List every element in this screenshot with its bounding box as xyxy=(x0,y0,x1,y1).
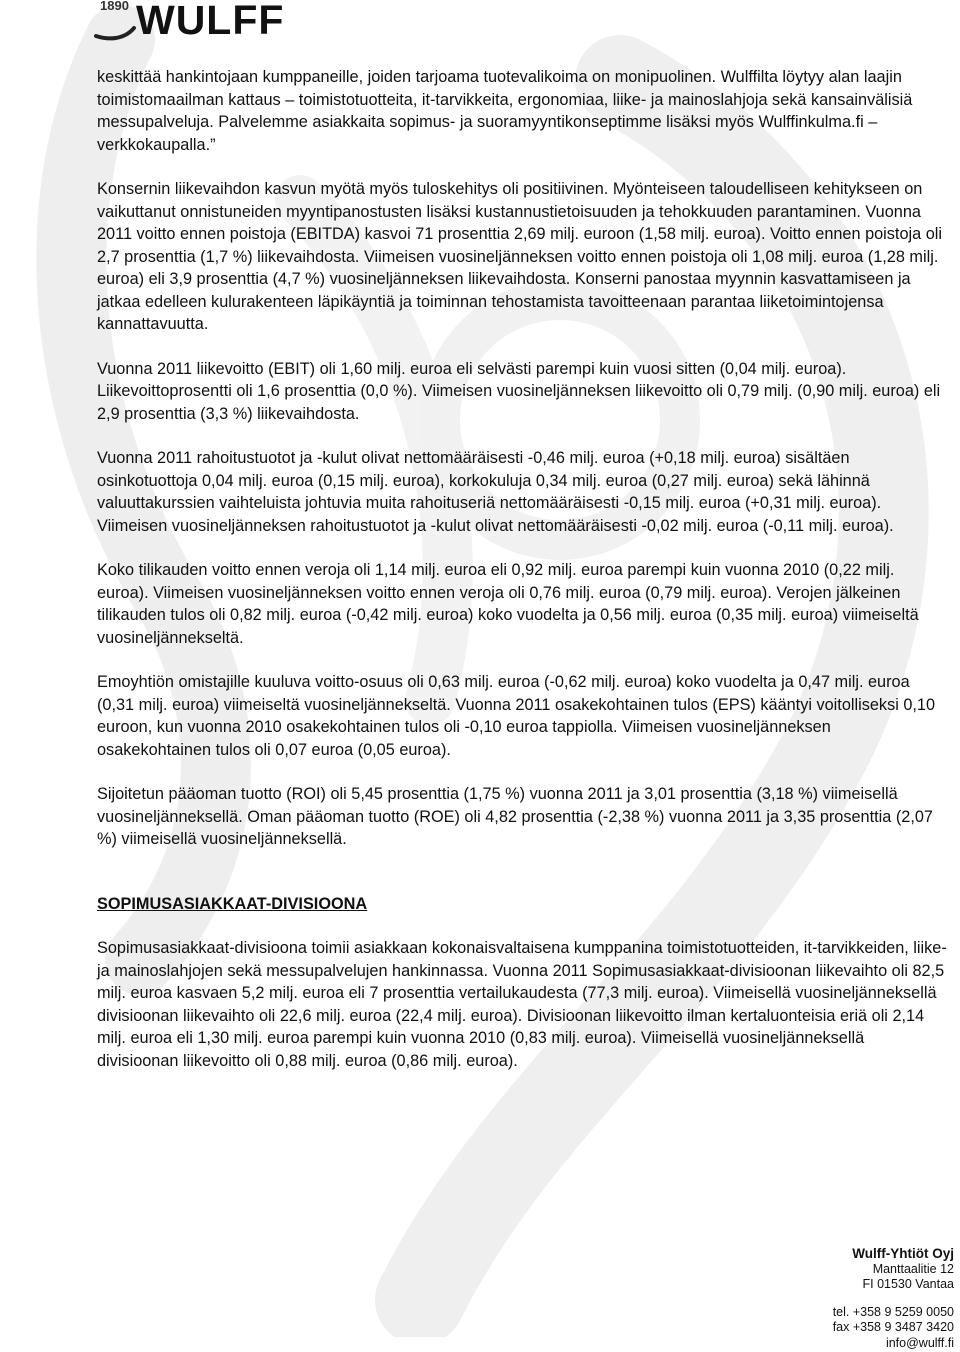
paragraph-eps: Emoyhtiön omistajille kuuluva voitto-osuus oli 0,63 milj. euroa (-0,62 milj. euroa) koko vuodelta ja 0,47 milj. euroa (0,31 milj. euroa) viimeiseltä vuosineljännekseltä. Vuonna 2011 osakekohtainen tulos (EPS) kääntyi voitolliseksi 0,10 euroon, kun vuonna 2010 osakekohtainen tulos oli -0,10 euroa tappiolla. Viimeisen vuosineljänneksen osakekohtainen tulos oli 0,07 euroa (0,05 euroa). xyxy=(97,673,936,759)
paragraph-ebitda: Konsernin liikevaihdon kasvun myötä myös tuloskehitys oli positiivinen. Myönteiseen taloudelliseen kehitykseen on vaikuttanut onnistuneiden myyntipanostusten lisäksi kustannustietoisuuden ja tehokkuuden parantaminen. Vuonna 2011 voitto ennen poistoja (EBITDA) kasvoi 71 prosenttia 2,69 milj. euroon (1,58 milj. euroa). Voitto ennen poistoja oli 2,7 prosenttia (1,7 %) liikevaihdosta. Viimeisen vuosineljänneksen voitto ennen poistoja oli 1,08 milj. euroa (1,28 milj. euroa) eli 3,9 prosenttia (4,7 %) vuosineljänneksen liikevaihdosta. Konserni panostaa myynnin kasvattamiseen ja jatkaa edelleen kulurakenteen läpikäyntiä ja toiminnan tehostamista tavoitteenaan parantaa liiketoimintojensa kannattavuutta. xyxy=(97,180,942,333)
paragraph-profit-before-tax: Koko tilikauden voitto ennen veroja oli 1,14 milj. euroa eli 0,92 milj. euroa parempi kuin vuonna 2010 (0,22 milj. euroa). Viimeisen vuosineljänneksen voitto ennen veroja oli 0,76 milj. euroa (0,79 milj. euroa). Verojen jälkeinen tilikauden tulos oli 0,82 milj. euroa (-0,42 milj. euroa) koko vuodelta ja 0,56 milj. euroa (0,35 milj. euroa) viimeiseltä vuosineljännekseltä. xyxy=(97,561,919,647)
document-body xyxy=(97,66,947,1072)
paragraph-division: Sopimusasiakkaat-divisioona toimii asiakkaan kokonaisvaltaisena kumppanina toimistotuotteiden, it-tarvikkeiden, liike- ja mainoslahjojen sekä messupalvelujen hankinnassa. Vuonna 2011 Sopimusasiakkaat-divisioonan liikevaihto oli 82,5 milj. euroa kasvaen 5,2 milj. euroa eli 7 prosenttia vertailukaudesta (77,3 milj. euroa). Viimeisellä vuosineljänneksellä divisioonan liikevaihto oli 22,6 milj. euroa (22,4 milj. euroa). Divisioonan liikevoitto ilman kertaluonteisia eriä oli 2,14 milj. euroa eli 1,30 milj. euroa parempi kuin vuonna 2010 (0,83 milj. euroa). Viimeisellä vuosineljänneksellä divisioonan liikevoitto oli 0,88 milj. euroa (0,86 milj. euroa). xyxy=(97,939,947,1070)
paragraph-intro: keskittää hankintojaan kumppaneille, joiden tarjoama tuotevalikoima on monipuolinen. Wulffilta löytyy alan laajin toimistomaailman kattaus – toimistotuotteita, it-tarvikkeita, ergonomiaa, liike- ja mainoslahjoja sekä kansainvälisiä messupalveluja. Palvelemme asiakkaita sopimus- ja suoramyyntikonseptimme lisäksi myös Wulffinkulma.fi –verkkokaupalla.” xyxy=(97,68,913,154)
footer-street: Manttaalitie 12 xyxy=(872,1261,954,1276)
section-heading: SOPIMUSASIAKKAAT-DIVISIOONA xyxy=(97,894,368,913)
logo-year: 1890 xyxy=(100,0,129,13)
paragraph-roi-roe: Sijoitetun pääoman tuotto (ROI) oli 5,45 prosenttia (1,75 %) vuonna 2011 ja 3,01 prosenttia (3,18 %) viimeisellä vuosineljänneksellä. Oman pääoman tuotto (ROE) oli 4,82 prosenttia (-2,38 %) vuonna 2011 ja 3,35 prosenttia (2,07 %) viimeisellä vuosineljänneksellä. xyxy=(97,785,933,848)
logo-wordmark: WULFF xyxy=(136,0,285,43)
paragraph-ebit: Vuonna 2011 liikevoitto (EBIT) oli 1,60 milj. euroa eli selvästi parempi kuin vuosi sitten (0,04 milj. euroa). Liikevoittoprosentti oli 1,6 prosenttia (0,0 %). Viimeisen vuosineljänneksen liikevoitto oli 0,79 milj. (0,90 milj. euroa) eli 2,9 prosenttia (3,3 %) liikevaihdosta. xyxy=(97,359,941,423)
footer-fax: fax +358 9 3487 3420 xyxy=(832,1320,954,1335)
company-footer xyxy=(833,1246,954,1352)
footer-email[interactable]: info@wulff.fi xyxy=(885,1335,954,1350)
wulff-logo xyxy=(94,0,364,49)
footer-postal: FI 01530 Vantaa xyxy=(862,1277,954,1292)
footer-company-name: Wulff-Yhtiöt Oyj xyxy=(852,1246,954,1261)
paragraph-financial-items: Vuonna 2011 rahoitustuotot ja -kulut olivat nettomääräisesti -0,46 milj. euroa (+0,18 milj. euroa) sisältäen osinkotuottoja 0,04 milj. euroa (0,15 milj. euroa), korkokuluja 0,34 milj. euroa (0,27 milj. euroa) sekä lähinnä valuuttakurssien vaihteluista johtuvia muita rahoituseriä nettomääräisesti -0,15 milj. euroa (+0,31 milj. euroa). Viimeisen vuosineljänneksen rahoitustuotot ja -kulut olivat nettomääräisesti -0,02 milj. euroa (-0,11 milj. euroa). xyxy=(97,449,894,535)
footer-tel: tel. +358 9 5259 0050 xyxy=(832,1304,954,1319)
